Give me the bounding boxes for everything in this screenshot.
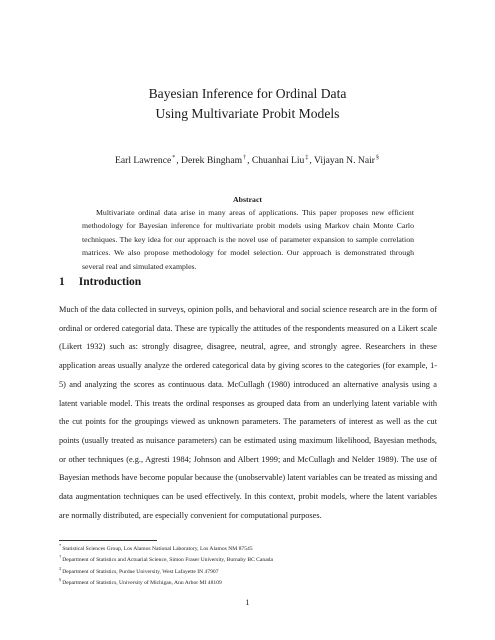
footnote-mark: § [59, 577, 62, 583]
author-mark: † [243, 155, 247, 161]
abstract-text: Multivariate ordinal data arise in many areas of applications. This paper proposes new efficient methodology for Bayesian inference for multivariate probit models using Markov chain Monte Carlo techniques. The key idea for our approach is the novel use of parameter expansion to sample correlation matrices. We also propose methodology for model selection. Our approach is demonstrated through several real and simulated examples. [82, 208, 414, 271]
section-title: Introduction [78, 276, 142, 288]
author-name: Earl Lawrence [115, 155, 172, 167]
footnote-text: Department of Statistics, Purdue University, West Lafayette IN 47907 [62, 568, 219, 575]
footnote [59, 542, 437, 553]
footnote-mark: ‡ [59, 565, 62, 571]
author-name: Chuanhai Liu [251, 155, 305, 167]
author-name: Derek Bingham [181, 155, 243, 167]
author-mark: § [375, 155, 379, 161]
author-mark: ‡ [305, 155, 309, 161]
author-list: Earl Lawrence*, Derek Bingham†, Chuanhai Liu‡, Vijayan N. Nair§ [115, 155, 379, 167]
abstract-heading: Abstract [232, 195, 262, 204]
footnote [59, 565, 437, 576]
footnote-text: Department of Statistics, University of Michigan, Ann Arbor MI 48109 [62, 580, 222, 587]
footnotes [59, 542, 437, 588]
author-name: Vijayan N. Nair [313, 155, 375, 167]
title-line-1: Bayesian Inference for Ordinal Data [148, 86, 347, 101]
body-paragraph: Much of the data collected in surveys, opinion polls, and behavioral and social science research are in the form of ordinal or ordered categorial data. These are typically the attitudes of the respondents measured on a Likert scale (Likert 1932) such as: strongly disagree, disagree, neutral, agree, and strongly agree. Researchers in these application areas usually analyze the ordered categorical data by giving scores to the categories (for example, 1-5) and analyzing the scores as continuous data. McCullagh (1980) introduced an alternative analysis using a latent variable model. This treats the ordinal responses as grouped data from an underlying latent variable with the cut points for the groupings viewed as unknown parameters. The parameters of interest as well as the cut points (usually treated as nuisance parameters) can be estimated using maximum likelihood, Bayesian methods, or other techniques (e.g., Agresti 1984; Johnson and Albert 1999; and McCullagh and Nelder 1989). The use of Bayesian methods have become popular because the (unobservable) latent variables can be treated as missing and data augmentation techniques can be used effectively. In this context, probit models, where the latent variables are normally distributed, are especially convenient for computational purposes. [59, 305, 437, 520]
paper-title [0, 84, 495, 124]
section-number: 1 [59, 276, 65, 288]
footnote-rule [59, 540, 157, 541]
section-heading [59, 276, 141, 288]
author-mark: * [172, 155, 176, 161]
footnote-mark: † [59, 554, 62, 560]
page-number: 1 [245, 598, 250, 607]
footnote-mark: * [59, 543, 62, 548]
title-line-2: Using Multivariate Probit Models [155, 106, 340, 121]
footnote [59, 576, 437, 587]
footnote-text: Department of Statistics and Actuarial Science, Simon Fraser University, Burnaby BC Canada [62, 557, 273, 564]
footnote-text: Statistical Sciences Group, Los Alamos National Laboratory, Los Alamos NM 87545 [62, 545, 253, 552]
footnote [59, 553, 437, 564]
